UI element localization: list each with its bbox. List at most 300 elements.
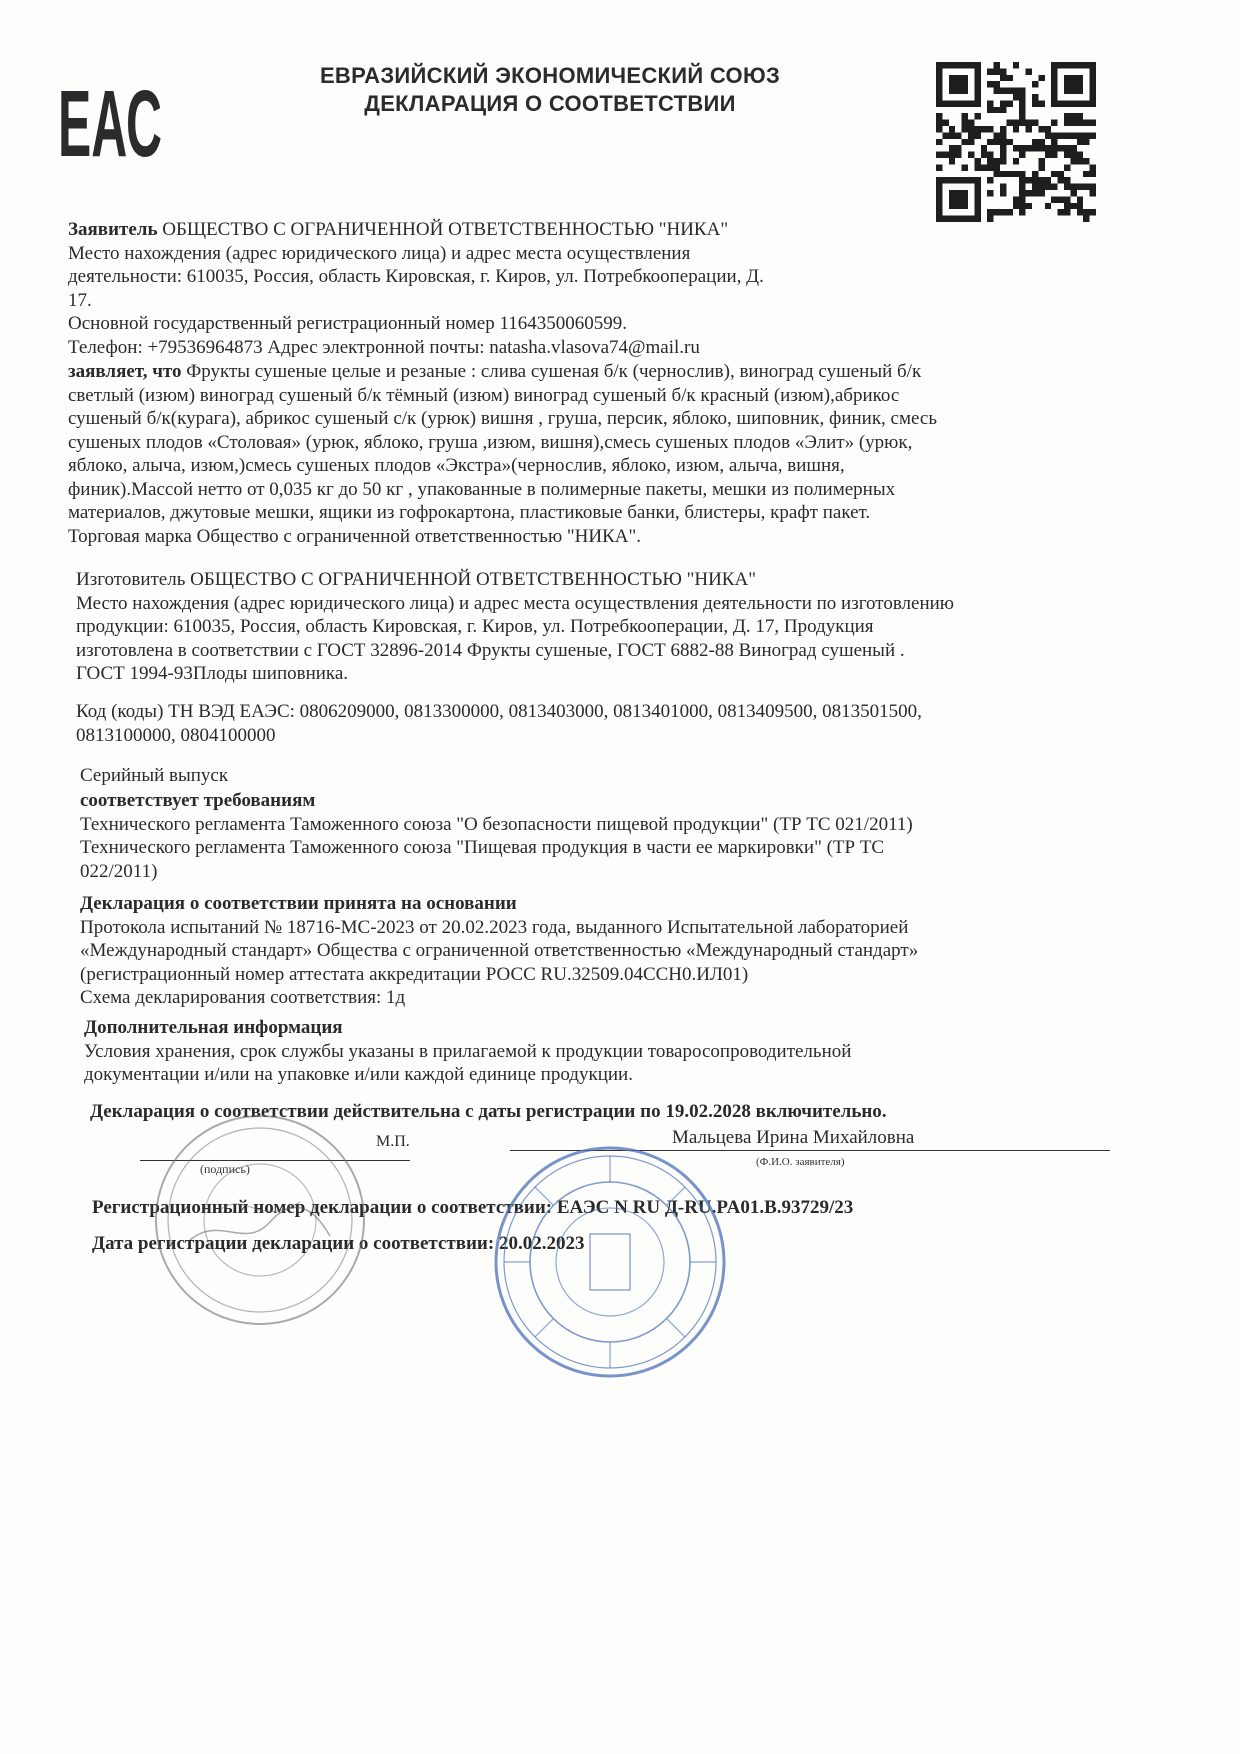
qr-module (974, 113, 980, 119)
qr-module (1077, 62, 1083, 68)
qr-module (1019, 184, 1025, 190)
qr-module (1026, 203, 1032, 209)
qr-module (974, 126, 980, 132)
qr-module (994, 209, 1000, 215)
applicant-ogrn: Основной государственный регистрационный номер 1164350060599. (68, 313, 628, 334)
qr-module (936, 94, 942, 100)
qr-module (1051, 120, 1057, 126)
qr-module (1077, 139, 1083, 145)
applicant-address-2: деятельности: 610035, Россия, область Кировская, г. Киров, ул. Потребкооперации, Д. (68, 266, 764, 287)
qr-module (1000, 171, 1006, 177)
qr-module (1000, 132, 1006, 138)
qr-module (987, 126, 993, 132)
registration-date: 20.02.2023 (498, 1233, 585, 1254)
qr-module (1083, 139, 1089, 145)
qr-module (1006, 120, 1012, 126)
qr-module (1006, 75, 1012, 81)
qr-module (936, 62, 942, 68)
qr-module (1083, 120, 1089, 126)
qr-module (1077, 184, 1083, 190)
manufacturer-line-3: продукции: 610035, Россия, область Кировская, г. Киров, ул. Потребкооперации, Д. 17, Продукция (76, 616, 874, 637)
manufacturer-line-4: изготовлена в соответствии с ГОСТ 32896-2014 Фрукты сушеные, ГОСТ 6882-88 Виноград сушеный . (76, 639, 905, 661)
qr-module (1013, 158, 1019, 164)
qr-module (1064, 75, 1070, 81)
qr-module (1090, 164, 1096, 170)
qr-module (1019, 209, 1025, 215)
svg-text:ЕАС: ЕАС (58, 70, 162, 177)
qr-module (1090, 88, 1096, 94)
qr-module (936, 88, 942, 94)
qr-module (981, 152, 987, 158)
qr-module (994, 81, 1000, 87)
qr-module (949, 81, 955, 87)
qr-module (949, 158, 955, 164)
qr-module (1077, 152, 1083, 158)
manufacturer-block (76, 568, 954, 686)
qr-module (974, 62, 980, 68)
qr-module (1064, 120, 1070, 126)
manufacturer-line-1: Изготовитель ОБЩЕСТВО С ОГРАНИЧЕННОЙ ОТВЕТСТВЕННОСТЬЮ "НИКА" (76, 569, 756, 590)
qr-module (1051, 132, 1057, 138)
qr-module (1038, 184, 1044, 190)
qr-module (1051, 171, 1057, 177)
qr-module (974, 100, 980, 106)
qr-module (1038, 145, 1044, 151)
declaration-title: ДЕКЛАРАЦИЯ О СООТВЕТСТВИИ (364, 91, 736, 116)
qr-module (1058, 209, 1064, 215)
qr-module (1090, 184, 1096, 190)
declares-label: заявляет, что (68, 361, 182, 382)
qr-module (1045, 184, 1051, 190)
fio-caption: (Ф.И.О. заявителя) (756, 1156, 845, 1168)
qr-module (1090, 94, 1096, 100)
qr-module (974, 88, 980, 94)
qr-module (968, 177, 974, 183)
qr-module (981, 164, 987, 170)
qr-module (942, 216, 948, 222)
qr-module (1064, 203, 1070, 209)
qr-module (1013, 203, 1019, 209)
qr-module (981, 145, 987, 151)
qr-module (962, 75, 968, 81)
qr-module (1064, 100, 1070, 106)
qr-module (1038, 158, 1044, 164)
applicant-address-3: 17. (68, 289, 92, 311)
qr-module (1064, 209, 1070, 215)
qr-module (936, 113, 942, 119)
signer-name: Мальцева Ирина Михайловна (672, 1127, 915, 1148)
qr-module (1051, 100, 1057, 106)
qr-module (1070, 132, 1076, 138)
qr-module (1077, 113, 1083, 119)
qr-module (1045, 152, 1051, 158)
qr-module (936, 209, 942, 215)
qr-module (1038, 75, 1044, 81)
qr-module (1090, 68, 1096, 74)
basis-line-2: «Международный стандарт» Общества с ограниченной ответственностью «Международный стандарт» (80, 940, 919, 961)
mp-label: М.П. (376, 1133, 410, 1150)
qr-module (1051, 145, 1057, 151)
qr-module (942, 100, 948, 106)
qr-module (1019, 107, 1025, 113)
qr-module (1032, 120, 1038, 126)
qr-module (1019, 171, 1025, 177)
qr-module (974, 177, 980, 183)
qr-module (1058, 171, 1064, 177)
qr-module (1013, 171, 1019, 177)
qr-module (1070, 152, 1076, 158)
qr-module (1019, 152, 1025, 158)
qr-module (994, 171, 1000, 177)
qr-module (1000, 68, 1006, 74)
declares-line-8: Торговая марка Общество с ограниченной ответственностью "НИКА". (68, 525, 641, 547)
qr-module (1083, 216, 1089, 222)
qr-module (1070, 184, 1076, 190)
qr-module (1019, 88, 1025, 94)
qr-module (962, 100, 968, 106)
qr-module (987, 216, 993, 222)
union-title: ЕВРАЗИЙСКИЙ ЭКОНОМИЧЕСКИЙ СОЮЗ (319, 63, 781, 88)
qr-module (987, 209, 993, 215)
qr-module (974, 190, 980, 196)
qr-module (1064, 196, 1070, 202)
qr-module (1013, 145, 1019, 151)
qr-module (1064, 152, 1070, 158)
qr-module (962, 139, 968, 145)
qr-module (955, 132, 961, 138)
qr-module (949, 62, 955, 68)
qr-module (968, 132, 974, 138)
qr-module (1077, 88, 1083, 94)
qr-module (955, 88, 961, 94)
qr-module (1019, 177, 1025, 183)
qr-module (1026, 120, 1032, 126)
declares-line-6: финик).Массой нетто от 0,035 кг до 50 кг , упакованные в полимерные пакеты, мешки из полимерных (68, 478, 896, 500)
qr-module (974, 196, 980, 202)
qr-module (962, 81, 968, 87)
qr-module (974, 203, 980, 209)
qr-module (936, 190, 942, 196)
manufacturer-line-2: Место нахождения (адрес юридического лица) и адрес места осуществления деятельности по изготовлению (76, 592, 954, 614)
qr-module (1026, 126, 1032, 132)
qr-module (955, 216, 961, 222)
qr-module (1083, 171, 1089, 177)
tnved-block (76, 700, 922, 747)
qr-module (936, 184, 942, 190)
qr-module (949, 88, 955, 94)
signature-caption: (подпись) (200, 1162, 250, 1176)
qr-module (936, 216, 942, 222)
qr-module (949, 145, 955, 151)
qr-module (1032, 190, 1038, 196)
qr-module (1006, 171, 1012, 177)
eac-logo (58, 70, 166, 177)
qr-module (1090, 81, 1096, 87)
qr-module (949, 152, 955, 158)
qr-module (987, 152, 993, 158)
qr-module (1019, 190, 1025, 196)
qr-module (1064, 113, 1070, 119)
qr-module (1000, 209, 1006, 215)
qr-module (1006, 88, 1012, 94)
document-header (250, 62, 850, 118)
qr-module (1090, 171, 1096, 177)
qr-module (1006, 139, 1012, 145)
qr-module (962, 164, 968, 170)
declares-line-1: Фрукты сушеные целые и резаные : слива сушеная б/к (чернослив), виноград сушеный б/к (186, 361, 922, 382)
qr-module (1077, 158, 1083, 164)
qr-module (936, 126, 942, 132)
qr-module (1090, 120, 1096, 126)
qr-module (1032, 81, 1038, 87)
qr-module (1032, 139, 1038, 145)
qr-module (1026, 68, 1032, 74)
qr-module (1064, 164, 1070, 170)
qr-module (936, 100, 942, 106)
conforms-line-2: Технического регламента Таможенного союза "Пищевая продукция в части ее маркировки" (ТР ТС (80, 837, 885, 858)
qr-module (1077, 209, 1083, 215)
qr-module (1051, 62, 1057, 68)
qr-module (962, 177, 968, 183)
qr-module (1058, 145, 1064, 151)
registration-number: ЕАЭС N RU Д-RU.PA01.B.93729/23 (556, 1197, 854, 1218)
qr-module (962, 190, 968, 196)
qr-module (1077, 81, 1083, 87)
applicant-label: Заявитель (68, 219, 158, 240)
applicant-phone: Телефон: +79536964873 Адрес электронной почты: natasha.vlasova74@mail.ru (68, 336, 700, 358)
qr-module (1045, 203, 1051, 209)
qr-module (994, 107, 1000, 113)
qr-module (1058, 196, 1064, 202)
qr-module (1070, 88, 1076, 94)
qr-module (1032, 177, 1038, 183)
qr-module (1000, 158, 1006, 164)
qr-module (1090, 62, 1096, 68)
qr-module (1026, 190, 1032, 196)
qr-module (942, 120, 948, 126)
qr-module (936, 196, 942, 202)
declares-line-2: светлый (изюм) виноград сушеный б/к тёмный (изюм) виноград сушеный б/к красный (изюм),абрикос (68, 384, 900, 406)
qr-module (1077, 120, 1083, 126)
qr-module (1013, 88, 1019, 94)
qr-module (942, 152, 948, 158)
qr-module (1013, 120, 1019, 126)
qr-module (1064, 145, 1070, 151)
qr-module (1070, 190, 1076, 196)
qr-module (955, 81, 961, 87)
qr-module (1026, 145, 1032, 151)
qr-module (942, 177, 948, 183)
qr-module (1064, 88, 1070, 94)
qr-module (1019, 145, 1025, 151)
qr-module (1077, 75, 1083, 81)
qr-module (949, 75, 955, 81)
basis-line-4: Схема декларирования соответствия: 1д (80, 987, 406, 1008)
qr-module (955, 177, 961, 183)
conforms-label: соответствует требованиям (80, 790, 316, 811)
qr-module (1006, 100, 1012, 106)
qr-module (1019, 113, 1025, 119)
qr-module (955, 62, 961, 68)
basis-line-3: (регистрационный номер аттестата аккредитации РОСС RU.32509.04ССН0.ИЛ01) (80, 963, 749, 985)
qr-module (1090, 190, 1096, 196)
qr-module (949, 190, 955, 196)
qr-module (1013, 196, 1019, 202)
qr-module (1070, 81, 1076, 87)
qr-module (987, 81, 993, 87)
qr-module (1045, 126, 1051, 132)
qr-module (1038, 164, 1044, 170)
qr-module (1058, 132, 1064, 138)
registration-number-label: Регистрационный номер декларации о соответствии: (92, 1197, 553, 1218)
qr-module (1045, 177, 1051, 183)
declares-block (68, 360, 937, 548)
qr-module (987, 107, 993, 113)
qr-module (968, 100, 974, 106)
qr-module (1000, 152, 1006, 158)
qr-module (994, 158, 1000, 164)
declares-line-4: сушеных плодов «Столовая» (урюк, яблоко, груша ,изюм, вишня),смесь сушеных плодов «Элит» (урюк, (68, 431, 913, 453)
qr-module (1090, 132, 1096, 138)
qr-module (962, 126, 968, 132)
qr-module (1077, 203, 1083, 209)
qr-module (1070, 120, 1076, 126)
qr-module (1058, 62, 1064, 68)
qr-module (974, 209, 980, 215)
qr-code[interactable] (936, 62, 1096, 222)
qr-module (1038, 139, 1044, 145)
qr-module (949, 203, 955, 209)
qr-module (1083, 100, 1089, 106)
qr-module (1051, 94, 1057, 100)
basis-line-1: Протокола испытаний № 18716-МС-2023 от 20.02.2023 года, выданного Испытательной лабораторией (80, 916, 909, 938)
qr-module (987, 190, 993, 196)
conforms-line-1: Технического регламента Таможенного союза "О безопасности пищевой продукции" (ТР ТС 021/2011) (80, 813, 913, 835)
qr-module (987, 100, 993, 106)
qr-module (1032, 145, 1038, 151)
qr-module (1019, 203, 1025, 209)
qr-module (974, 184, 980, 190)
qr-module (968, 120, 974, 126)
qr-module (1070, 75, 1076, 81)
qr-module (1000, 126, 1006, 132)
qr-module (974, 81, 980, 87)
qr-module (1077, 196, 1083, 202)
qr-module (1051, 81, 1057, 87)
qr-module (994, 164, 1000, 170)
qr-module (1006, 209, 1012, 215)
qr-module (1019, 196, 1025, 202)
qr-module (955, 100, 961, 106)
qr-module (987, 139, 993, 145)
qr-module (1051, 184, 1057, 190)
qr-module (1051, 196, 1057, 202)
qr-module (936, 75, 942, 81)
qr-module (955, 203, 961, 209)
qr-module (974, 94, 980, 100)
applicant-name: ОБЩЕСТВО С ОГРАНИЧЕННОЙ ОТВЕТСТВЕННОСТЬЮ "НИКА" (162, 219, 729, 240)
qr-module (962, 88, 968, 94)
qr-module (1083, 209, 1089, 215)
declares-line-7: материалов, джутовые мешки, ящики из гофрокартона, пластиковые банки, блистеры, крафт пакет. (68, 502, 871, 523)
qr-module (987, 68, 993, 74)
qr-module (1058, 100, 1064, 106)
qr-module (1058, 177, 1064, 183)
company-stamp-grey (150, 1110, 370, 1330)
qr-module (1051, 88, 1057, 94)
validity-statement: Декларация о соответствии действительна с даты регистрации по 19.02.2028 включительно. (90, 1101, 887, 1122)
qr-module (1090, 75, 1096, 81)
qr-module (1045, 145, 1051, 151)
qr-module (1083, 132, 1089, 138)
qr-module (936, 203, 942, 209)
qr-module (974, 75, 980, 81)
manufacturer-line-5: ГОСТ 1994-93Плоды шиповника. (76, 663, 349, 684)
qr-module (968, 216, 974, 222)
qr-module (994, 139, 1000, 145)
qr-module (1070, 203, 1076, 209)
qr-module (974, 158, 980, 164)
qr-module (1000, 145, 1006, 151)
tnved-line-2: 0813100000, 0804100000 (76, 724, 276, 746)
qr-module (974, 164, 980, 170)
qr-module (1032, 184, 1038, 190)
qr-module (1083, 158, 1089, 164)
basis-block (80, 892, 918, 1010)
qr-module (987, 158, 993, 164)
qr-module (1000, 100, 1006, 106)
serial-release: Серийный выпуск (80, 765, 229, 786)
qr-module (1051, 68, 1057, 74)
qr-module (1038, 100, 1044, 106)
tnved-line-1: Код (коды) ТН ВЭД ЕАЭС: 0806209000, 0813300000, 0813403000, 0813401000, 0813409500, 0813501500, (76, 701, 922, 722)
qr-module (936, 177, 942, 183)
qr-module (1038, 190, 1044, 196)
conforms-block (80, 789, 913, 883)
qr-module (1019, 94, 1025, 100)
qr-module (1083, 62, 1089, 68)
qr-module (936, 81, 942, 87)
qr-module (1032, 94, 1038, 100)
qr-module (1000, 75, 1006, 81)
qr-module (994, 88, 1000, 94)
qr-module (1077, 132, 1083, 138)
qr-module (962, 196, 968, 202)
qr-module (1026, 177, 1032, 183)
qr-module (949, 132, 955, 138)
qr-module (1070, 145, 1076, 151)
qr-module (1000, 190, 1006, 196)
conforms-line-3: 022/2011) (80, 860, 158, 882)
qr-module (968, 139, 974, 145)
qr-module (936, 152, 942, 158)
qr-module (1038, 177, 1044, 183)
qr-module (962, 113, 968, 119)
qr-module (1032, 171, 1038, 177)
qr-module (1000, 88, 1006, 94)
qr-module (1077, 100, 1083, 106)
declares-line-3: сушеный б/к(курага), абрикос сушеный с/к (урюк) вишня , груша, персик, яблоко, шиповник, финик, смесь (68, 408, 938, 429)
qr-module (936, 68, 942, 74)
qr-module (1070, 158, 1076, 164)
qr-module (974, 216, 980, 222)
qr-module (942, 132, 948, 138)
qr-module (949, 100, 955, 106)
qr-module (968, 152, 974, 158)
qr-module (949, 126, 955, 132)
qr-module (981, 126, 987, 132)
qr-module (1064, 62, 1070, 68)
